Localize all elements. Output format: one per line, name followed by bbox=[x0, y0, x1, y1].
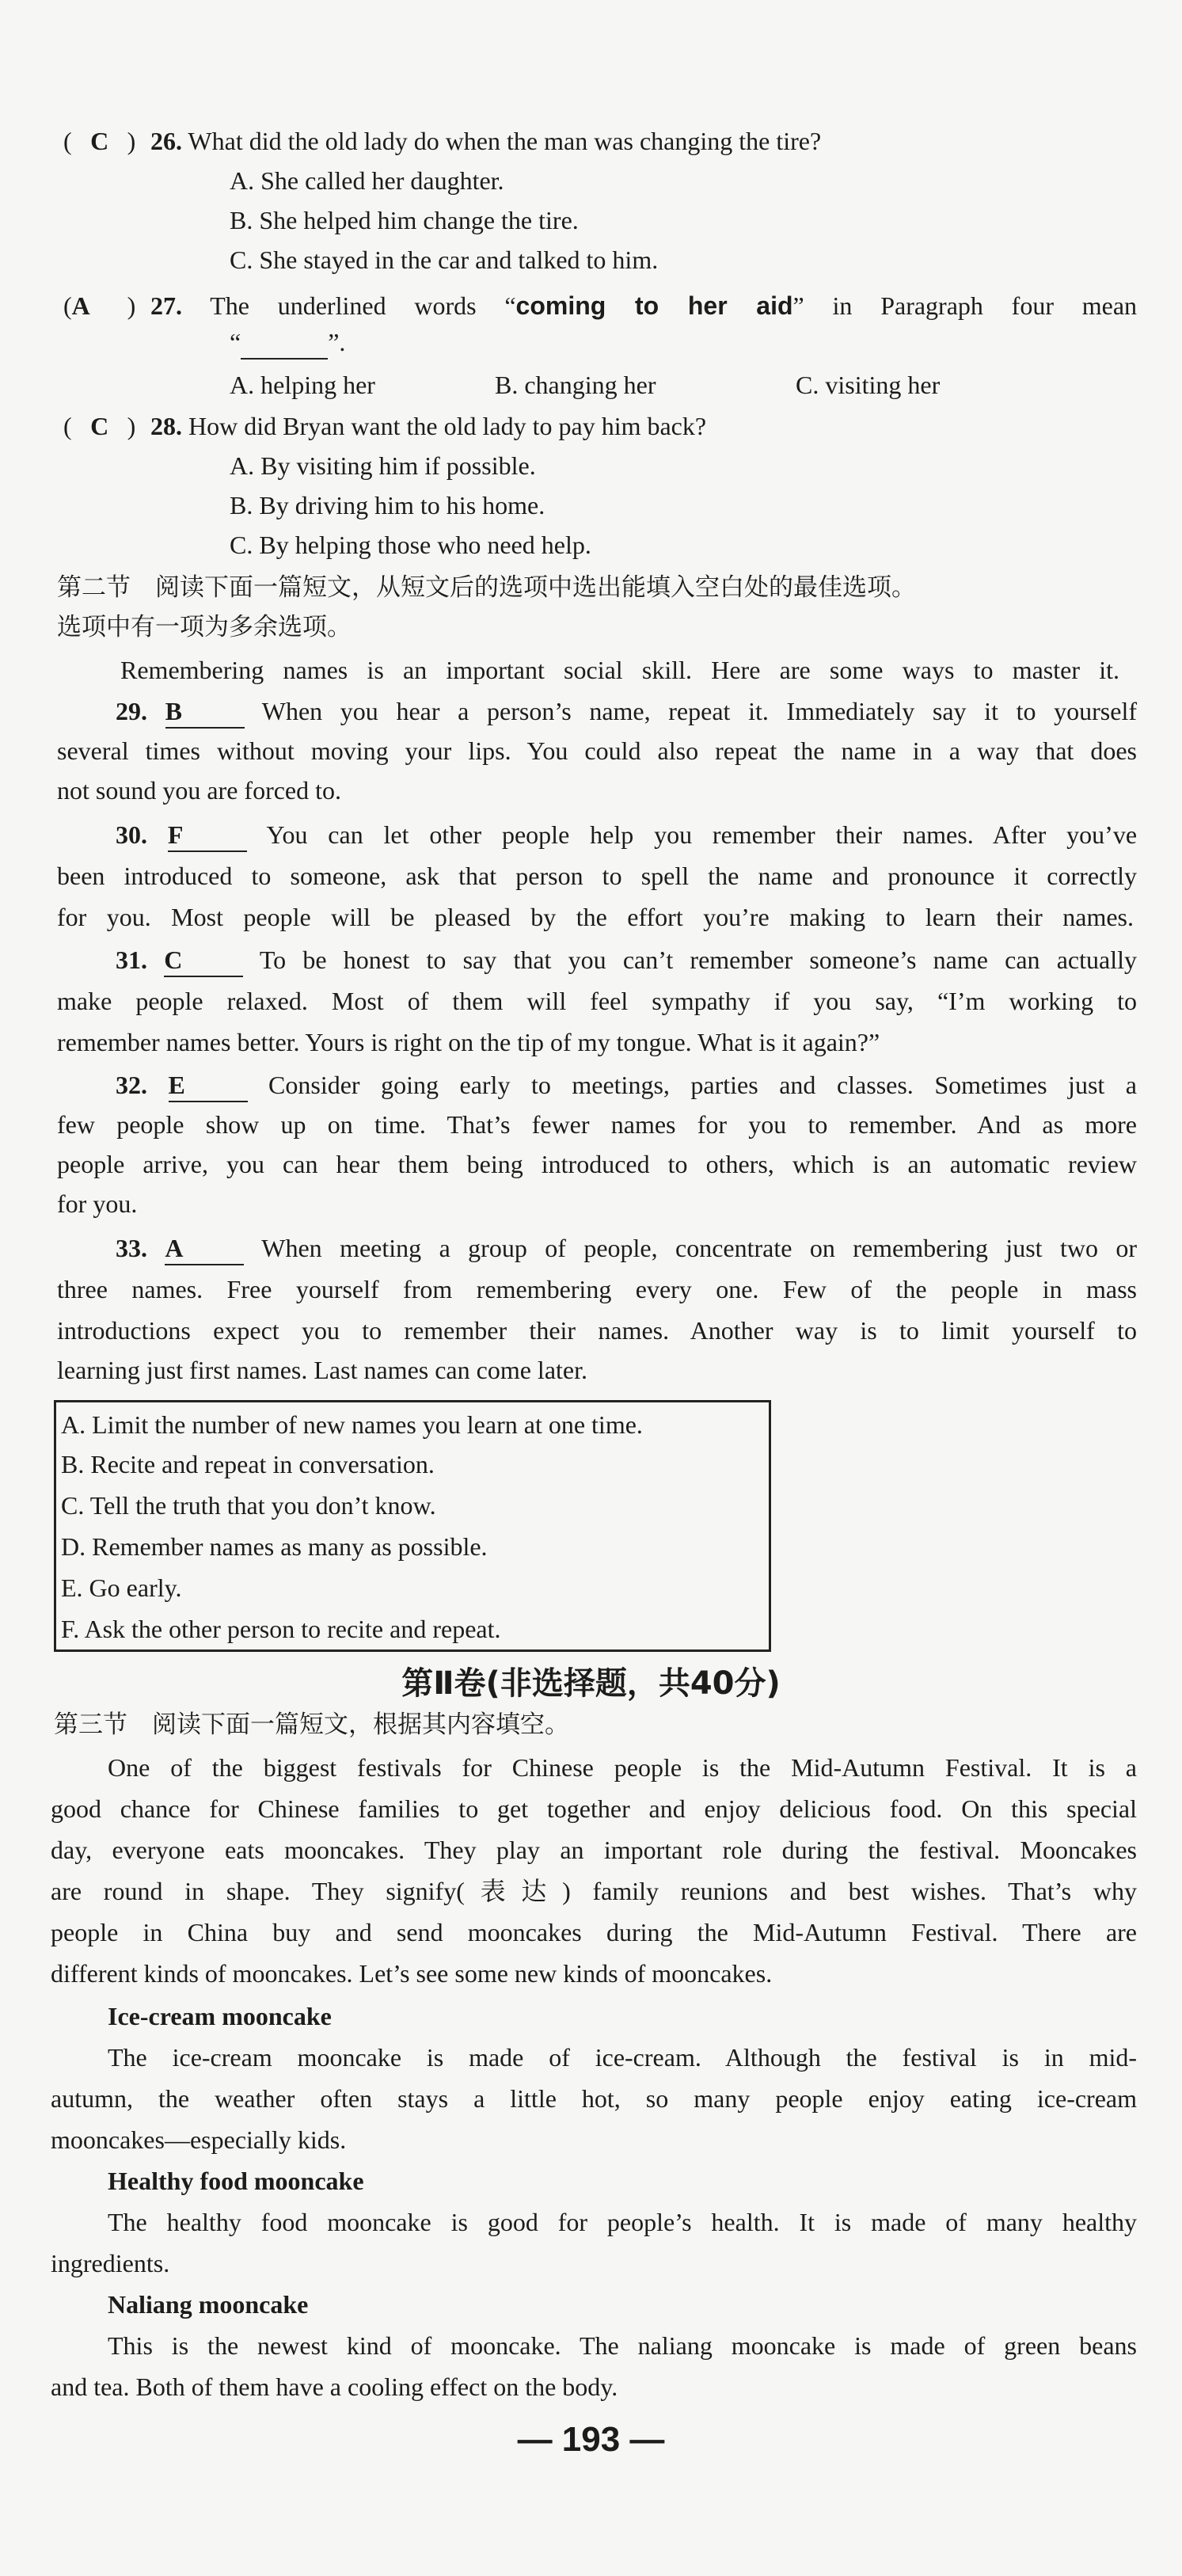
para1-line5: people in China buy and send mooncakes during the Mid-Autumn Festival. There are bbox=[51, 1918, 1137, 1946]
section3-instructions: 第三节 阅读下面一篇短文，根据其内容填空。 bbox=[54, 1710, 569, 1739]
item-number: 30. bbox=[116, 820, 147, 849]
item-33-line1 bbox=[116, 1232, 1137, 1265]
question-27-blank-line bbox=[230, 326, 345, 360]
close-quote: ” bbox=[792, 291, 804, 320]
item-32-line4: for you. bbox=[57, 1189, 138, 1218]
answer-33: A bbox=[165, 1232, 244, 1265]
item-30-line1 bbox=[116, 819, 1137, 852]
para1-line1: One of the biggest festivals for Chinese people is the Mid-Autumn Festival. It is a bbox=[108, 1753, 1137, 1782]
healthy-line2: ingredients. bbox=[51, 2249, 170, 2277]
q27-option-c: C. visiting her bbox=[796, 371, 941, 399]
blank bbox=[241, 326, 328, 360]
answer-30: F bbox=[168, 819, 247, 852]
para1-line6: different kinds of mooncakes. Let’s see some new kinds of mooncakes. bbox=[51, 1959, 773, 1988]
question-28 bbox=[63, 410, 706, 442]
item-29-line1 bbox=[116, 695, 1137, 729]
question-28-stem: How did Bryan want the old lady to pay him back? bbox=[188, 412, 707, 440]
item-text: You can let other people help you remember their names. After you’ve bbox=[266, 820, 1138, 849]
item-text: When you hear a person’s name, repeat it. Immediately say it to yourself bbox=[261, 697, 1138, 725]
question-26-stem: What did the old lady do when the man was changing the tire? bbox=[188, 127, 822, 155]
item-32-line1 bbox=[116, 1069, 1137, 1102]
item-30-line3: for you. Most people will be pleased by the effort you’re making to learn their names. bbox=[57, 903, 1134, 931]
answer-bracket: ( C ) bbox=[63, 127, 136, 155]
item-32-line3: people arrive, you can hear them being introduced to others, which is an automatic review bbox=[57, 1150, 1137, 1178]
q26-option-b: B. She helped him change the tire. bbox=[230, 206, 579, 234]
item-number: 32. bbox=[116, 1071, 147, 1099]
answer-31: C bbox=[164, 944, 243, 977]
box-option-d: D. Remember names as many as possible. bbox=[61, 1532, 488, 1561]
close-quote-end: ”. bbox=[328, 328, 346, 356]
question-27-stem-post: in Paragraph four mean bbox=[832, 291, 1138, 320]
underlined-phrase: coming to her aid bbox=[515, 291, 793, 320]
question-number: 28. bbox=[150, 412, 182, 440]
naliang-line2: and tea. Both of them have a cooling effect on the body. bbox=[51, 2372, 618, 2401]
heading-ice-cream-mooncake: Ice-cream mooncake bbox=[108, 2002, 332, 2030]
item-33-line2: three names. Free yourself from remembering every one. Few of the people in mass bbox=[57, 1275, 1137, 1303]
answer-28: C bbox=[90, 412, 109, 440]
ice-cream-line1: The ice-cream mooncake is made of ice-cream. Although the festival is in mid- bbox=[108, 2043, 1137, 2072]
para1-line4: are round in shape. They signify(表达) family reunions and best wishes. That’s why bbox=[51, 1877, 1137, 1905]
answer-32: E bbox=[169, 1069, 248, 1102]
section2-instructions-line2: 选项中有一项为多余选项。 bbox=[57, 613, 352, 641]
q26-option-a: A. She called her daughter. bbox=[230, 166, 504, 195]
open-quote: “ bbox=[230, 328, 241, 356]
healthy-line1: The healthy food mooncake is good for people’s health. It is made of many healthy bbox=[108, 2208, 1137, 2236]
para1-line3: day, everyone eats mooncakes. They play an important role during the festival. Mooncakes bbox=[51, 1836, 1137, 1864]
section2-instructions-line1: 第二节 阅读下面一篇短文，从短文后的选项中选出能填入空白处的最佳选项。 bbox=[57, 573, 916, 602]
heading-naliang-mooncake: Naliang mooncake bbox=[108, 2290, 309, 2319]
box-option-f: F. Ask the other person to recite and repeat. bbox=[61, 1615, 501, 1643]
item-33-line3: introductions expect you to remember their names. Another way is to limit yourself to bbox=[57, 1316, 1137, 1345]
item-number: 31. bbox=[116, 946, 147, 974]
question-27-stem-pre: The underlined words bbox=[210, 291, 477, 320]
q28-option-c: C. By helping those who need help. bbox=[230, 531, 591, 559]
ice-cream-line2: autumn, the weather often stays a little hot, so many people enjoy eating ice-cream bbox=[51, 2084, 1137, 2113]
item-33-line4: learning just first names. Last names can come later. bbox=[57, 1356, 587, 1384]
answer-29: B bbox=[165, 695, 245, 729]
question-number: 27. bbox=[150, 291, 182, 320]
question-27 bbox=[63, 290, 1137, 322]
box-option-c: C. Tell the truth that you don’t know. bbox=[61, 1491, 436, 1520]
item-text: When meeting a group of people, concentrate on remembering just two or bbox=[261, 1234, 1138, 1262]
item-number: 29. bbox=[116, 697, 147, 725]
item-29-line3: not sound you are forced to. bbox=[57, 776, 342, 805]
answer-26: C bbox=[90, 127, 109, 155]
section2-intro: Remembering names is an important social skill. Here are some ways to master it. bbox=[120, 656, 1119, 684]
para1-line2: good chance for Chinese families to get together and enjoy delicious food. On this special bbox=[51, 1794, 1137, 1823]
question-26 bbox=[63, 125, 821, 157]
q28-option-a: A. By visiting him if possible. bbox=[230, 451, 536, 480]
item-text: Consider going early to meetings, parties and classes. Sometimes just a bbox=[268, 1071, 1138, 1099]
box-option-a: A. Limit the number of new names you learn at one time. bbox=[61, 1410, 643, 1439]
answer-bracket: (A ) bbox=[63, 291, 136, 320]
answer-27: A bbox=[71, 291, 90, 320]
ice-cream-line3: mooncakes—especially kids. bbox=[51, 2125, 347, 2154]
item-31-line3: remember names better. Yours is right on the tip of my tongue. What is it again?” bbox=[57, 1028, 880, 1056]
item-29-line2: several times without moving your lips. You could also repeat the name in a way that does bbox=[57, 736, 1137, 765]
page-number: — 193 — bbox=[517, 2420, 665, 2459]
q28-option-b: B. By driving him to his home. bbox=[230, 491, 545, 519]
part2-title: 第Ⅱ卷(非选择题，共40分) bbox=[401, 1665, 781, 1702]
heading-healthy-food-mooncake: Healthy food mooncake bbox=[108, 2167, 364, 2195]
answer-bracket: ( C ) bbox=[63, 412, 136, 440]
item-31-line2: make people relaxed. Most of them will feel sympathy if you say, “I’m working to bbox=[57, 987, 1137, 1015]
q26-option-c: C. She stayed in the car and talked to him. bbox=[230, 245, 659, 274]
box-option-e: E. Go early. bbox=[61, 1573, 182, 1602]
item-31-line1 bbox=[116, 944, 1137, 977]
q27-option-a: A. helping her bbox=[230, 371, 375, 399]
options-box bbox=[54, 1400, 771, 1652]
q27-option-b: B. changing her bbox=[495, 371, 656, 399]
naliang-line1: This is the newest kind of mooncake. The naliang mooncake is made of green beans bbox=[108, 2331, 1137, 2360]
box-option-b: B. Recite and repeat in conversation. bbox=[61, 1450, 435, 1478]
open-quote: “ bbox=[504, 291, 516, 320]
item-30-line2: been introduced to someone, ask that person to spell the name and pronounce it correctly bbox=[57, 862, 1137, 890]
item-number: 33. bbox=[116, 1234, 147, 1262]
item-text: To be honest to say that you can’t remember someone’s name can actually bbox=[259, 946, 1138, 974]
question-number: 26. bbox=[150, 127, 182, 155]
item-32-line2: few people show up on time. That’s fewer names for you to remember. And as more bbox=[57, 1110, 1137, 1139]
